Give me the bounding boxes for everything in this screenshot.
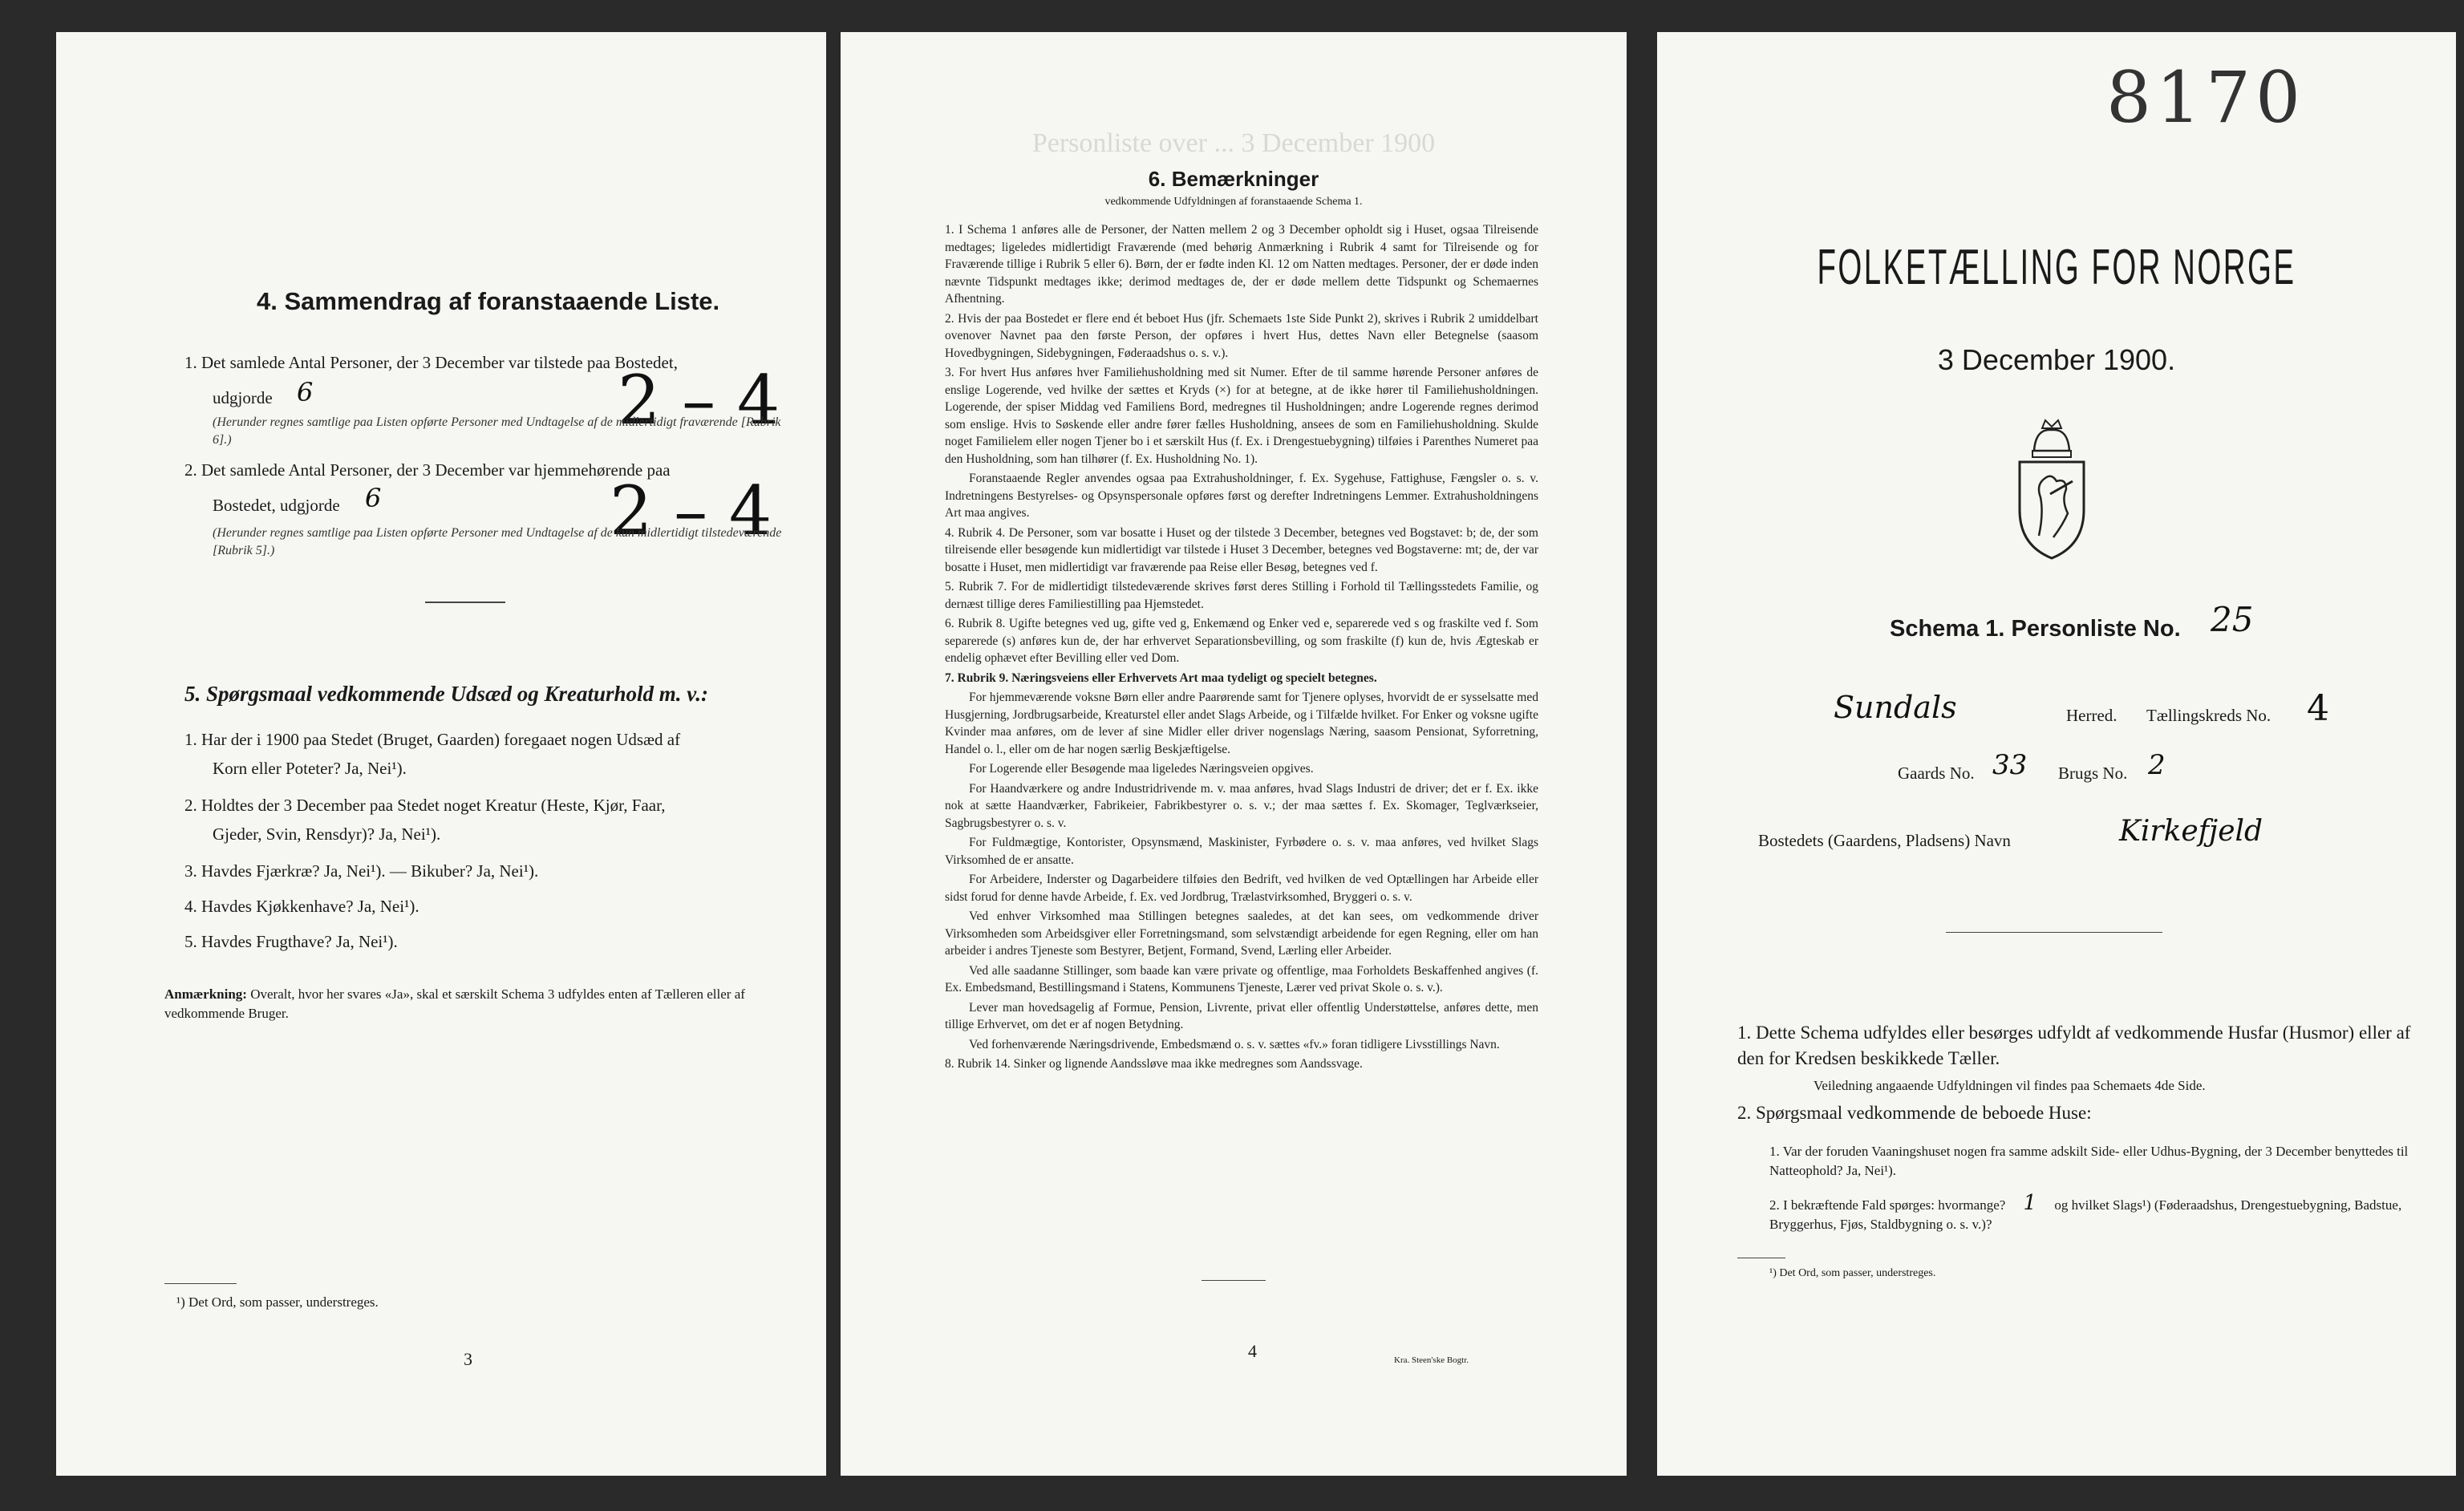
summary-item-2: 2. Det samlede Antal Personer, der 3 December var hjemmehørende paa [184,460,671,480]
info-1: 1. Dette Schema udfyldes eller besørges udfyldt af vedkommende Husfar (Husmor) eller af den for Kredsen beskikkede Tæller. [1737,1023,2411,1068]
remark-label: Anmærkning: [164,986,247,1002]
remark-paragraph: Ved enhver Virksomhed maa Stillingen betegnes saaledes, at det kan sees, om vedkommende driver Virksomheden som Arbeidsgiver eller Forretningsmand, som selvstændigt arbeidende for egen Regning, eller om han arbeider i andres Tjeneste som Bestyrer, Betjent, Formand, Svend, Lærling eller Arbeider. [945,909,1538,958]
remarks-title: 6. Bemærkninger [1148,167,1319,191]
gaards-handwritten: 33 [1992,749,2028,781]
info-2: 2. Spørgsmaal vedkommende de beboede Huse: [1737,1103,2092,1123]
info-2-question-2 [1769,1193,2411,1234]
divider [1946,932,2162,933]
gaards-label: Gaards No. [1898,764,1975,783]
divider [425,602,505,603]
bosted-label: Bostedets (Gaardens, Pladsens) Navn [1758,831,2011,850]
remark-paragraph: Ved alle saadanne Stillinger, som baade kan være private og offentlige, maa Forholdets Beskaffenhed angives (f. Ex. Embedsmand, Bestillingsmand i Statens, Kommunens Tjeneste, Lærer ved privat Skole o. s. v.). [945,963,1538,995]
question-5: 5. Havdes Frugthave? Ja, Nei¹). [184,932,398,951]
remark-paragraph: Lever man hovedsagelig af Formue, Pension, Livrente, privat eller offentlig Understøttelse, anføres dette, men tillige Erhvervet, om det er af nogen Betydning. [945,1000,1538,1031]
remark-text: Overalt, hvor her svares «Ja», skal et særskilt Schema 3 udfyldes enten af Tælleren eller af vedkommende Bruger. [164,986,745,1021]
herred-handwritten: Sundals [1834,690,1957,725]
schema-number-handwritten: 25 [2211,600,2254,639]
info-2-question-2-text-b: og hvilket Slags¹) (Føderaadshus, Drengestuebygning, Badstue, Bryggerhus, Fjøs, Staldbygning o. s. v.)? [1769,1197,2402,1232]
kreds-handwritten: 4 [2307,688,2329,729]
remark-paragraph: 3. For hvert Hus anføres hver Familiehusholdning med sit Numer. Efter de til samme hørende Personer anføres de enslige Logerende, ved hvilke der sættes et Kryds (×) for at betegne, at de ikke hører til Familiehusholdningen. Logerende, der spiser Middag ved Familiens Bord, medregnes til Husholdningen; andre Logerende regnes derimod som enslige. Hvis to Søskende eller andre fører fælles Husholdning, ansees de som en Familiehusholdning. Skulde noget Familielem eller nogen Tjener bo i et særskilt Hus (f. Ex. i Drengestuebygning) tilføies i Parenthes Numeret paa den Husholdning, som han tilhører (f. Ex. Husholdning No. 1). [945,366,1538,466]
cover-title: FOLKETÆLLING FOR NORGE [1817,240,2296,295]
remark-paragraph: 2. Hvis der paa Bostedet er flere end ét beboet Hus (jfr. Schemaets 1ste Side Punkt 2), skrives i Rubrik 2 umiddelbart ovenover Navnet paa den første Person, der opføres i hvert Hus, dettes Navn eller Betegnelse (saasom Hovedbygningen, Sidebygningen, Føderaadshus o. s. v.). [945,311,1538,360]
remark-paragraph: 1. I Schema 1 anføres alle de Personer, der Natten mellem 2 og 3 December opholdt sig i Huset, ogsaa Tilreisende medtages; ligeledes midlertidigt Fraværende (med behørig Anmærkning i Rubrik 4 samt for Tilreisende og for Fraværende tillige i Rubrik 5 eller 6). Børn, der er fødte inden Kl. 12 om Natten medtages. Personer, der er døde inden nævnte Tidspunkt medtages ikke; derimod medtages de, der er døde mellem dette Tidspunkt og Schemaernes Afhentning. [945,223,1538,306]
remark-paragraph: 8. Rubrik 14. Sinker og lignende Aandssløve maa ikke medregnes som Aandssvage. [945,1057,1363,1071]
archive-number: 8170 [2106,56,2305,139]
herred-label: Herred. [2066,706,2118,725]
kreds-label: Tællingskreds No. [2146,706,2272,725]
cover-date: 3 December 1900. [1937,343,2176,376]
section5-title: 5. Spørgsmaal vedkommende Udsæd og Kreaturhold m. v.: [184,682,709,706]
info-2-question-1: 1. Var der foruden Vaaningshuset nogen fra samme adskilt Side- eller Udhus-Bygning, der 3 December benyttedes til Natteophold? Ja, Nei¹). [1769,1144,2409,1178]
page-number: 3 [464,1349,472,1369]
info-1-note: Veiledning angaaende Udfyldningen vil findes paa Schemaets 4de Side. [1814,1078,2206,1093]
remarks-list [945,221,1538,1076]
remark-paragraph: 4. Rubrik 4. De Personer, som var bosatte i Huset og der tilstede 3 December, betegnes ved Bogstavet: b; de, der som tilreisende eller besøgende kun midlertidigt var tilstede i Huset 3 December, betegnes ved Bogstaverne: mt; de, der var bosatte i Huset, men midlertidigt var fraværende paa Reise eller Besøg, betegnes ved f. [945,525,1538,574]
brugs-label: Brugs No. [2058,764,2128,783]
remark-paragraph: For Fuldmægtige, Kontorister, Opsynsmænd, Maskinister, Fyrbødere o. s. v. maa anføres, ved hvilket Slags Virksomhed de er ansatte. [945,836,1538,867]
summary-item-2-big-handwritten: 2 – 4 [610,472,772,550]
summary-item-2-handwritten: 6 [365,483,382,513]
footnote: ¹) Det Ord, som passer, understreges. [1769,1267,1936,1279]
question-1b: Korn eller Poteter? Ja, Nei¹). [213,759,407,778]
question-2b: Gjeder, Svin, Rensdyr)? Ja, Nei¹). [213,824,441,844]
remark-paragraph: 7. Rubrik 9. Næringsveiens eller Erhvervets Art maa tydeligt og specielt betegnes. [945,670,1377,685]
remark-paragraph: For Arbeidere, Inderster og Dagarbeidere tilføies den Bedrift, ved hvilken de ved Optællingen har Arbeide eller sidst forud for denne havde Arbeide, f. Ex. ved Jordbrug, Trælastvirksomhed, Bryggeri o. s. v. [945,873,1538,904]
norway-coat-of-arms-icon [2004,417,2100,561]
cover-page [1657,32,2456,1476]
summary-item-1-note: (Herunder regnes samtlige paa Listen opførte Personer med Undtagelse af de midlertidigt fraværende [Rubrik 6].) [213,415,781,447]
info-2-question-2-handwritten: 1 [2023,1191,2037,1215]
summary-item-2-line2: Bostedet, udgjorde [213,496,340,515]
page-3 [56,32,826,1476]
bosted-handwritten: Kirkefjeld [2119,815,2263,848]
question-4: 4. Havdes Kjøkkenhave? Ja, Nei¹). [184,897,419,916]
info-2-question-2-text: 2. I bekræftende Fald spørges: hvormange? [1769,1197,2006,1213]
question-1: 1. Har der i 1900 paa Stedet (Bruget, Gaarden) foregaaet nogen Udsæd af [184,730,681,749]
remark-paragraph: 6. Rubrik 8. Ugifte betegnes ved ug, gifte ved g, Enkemænd og Enker ved e, separerede ved s og fraskilte ved f. Som separerede (s) anføres kun de, der har erhvervet Separationsbevilling, og som fraskilte (f) kun de, hvis Ægteskab er endelig ophævet efter Bevilling eller ved Dom. [945,617,1538,665]
section4-title: 4. Sammendrag af foranstaaende Liste. [257,287,720,315]
summary-item-2-note: (Herunder regnes samtlige paa Listen opførte Personer med Undtagelse af de kun midlertidigt tilstedeværende [Rubrik 5].) [213,526,782,557]
remark-paragraph: For hjemmeværende voksne Børn eller andre Paarørende samt for Tjenere oplyses, hvorvidt de er sysselsatte med Husgjerning, Jordbrugsarbeide, Kreaturstel eller andet Slags Arbeide, og i Tilfælde hvilket. For Enker og voksne ugifte Kvinder maa anføres, om de lever af sine Midler eller driver nogenslags Næring, saasom Pensionat, Syforretning, Handel o. l., eller om de har nogen særlig Beskjæftigelse. [945,691,1538,756]
remark-paragraph: Foranstaaende Regler anvendes ogsaa paa Extrahusholdninger, f. Ex. Sygehuse, Fattighuse, Fængsler o. s. v. Indretningens Bestyrelses- og Opsynspersonale opføres først og derefter Indretningens Lemmer. Extrahusholdningens Art maa angives. [945,472,1538,520]
remark-paragraph: For Logerende eller Besøgende maa ligeledes Næringsveien opgives. [969,762,1314,776]
remark-paragraph: 5. Rubrik 7. For de midlertidigt tilstedeværende skrives først deres Stilling i Forhold til Tællingsstedets Familie, og dernæst tillige deres Familiestilling paa Hjemstedet. [945,580,1538,611]
summary-item-1-big-handwritten: 2 – 4 [618,361,780,440]
brugs-handwritten: 2 [2148,749,2166,781]
footnote: ¹) Det Ord, som passer, understreges. [176,1294,379,1310]
page-4 [841,32,1627,1476]
page-number: 4 [1248,1341,1257,1361]
schema-label: Schema 1. Personliste No. [1890,616,2181,642]
remarks-subtitle: vedkommende Udfyldningen af foranstaaende Schema 1. [1104,196,1363,208]
remark-paragraph: For Haandværkere og andre Industridrivende m. v. maa anføres, hvad Slags Industri de driver; det er f. Ex. ikke nok at sætte Haandværker, Fabrikeier, Fabrikbestyrer o. s. v.; der maa sættes f. Ex. Skomager, Teglværkseier, Sagbrugsbestyrer o. s. v. [945,781,1538,830]
divider [1202,1280,1266,1281]
summary-item-1: 1. Det samlede Antal Personer, der 3 December var tilstede paa Bostedet, [184,353,678,372]
printer-mark: Kra. Steen'ske Bogtr. [1394,1355,1469,1365]
question-2: 2. Holdtes der 3 December paa Stedet noget Kreatur (Heste, Kjør, Faar, [184,796,666,815]
remark-paragraph: Ved forhenværende Næringsdrivende, Embedsmænd o. s. v. sættes «fv.» foran tidligere Livsstillings Navn. [969,1037,1500,1051]
summary-item-1-handwritten: 6 [297,377,314,407]
faint-bleedthrough-header: Personliste over ... 3 December 1900 [1031,128,1436,158]
footnote-rule [164,1283,237,1284]
summary-item-1-line2: udgjorde [213,388,273,407]
remark [164,985,798,1023]
question-3: 3. Havdes Fjærkræ? Ja, Nei¹). — Bikuber? Ja, Nei¹). [184,861,539,881]
